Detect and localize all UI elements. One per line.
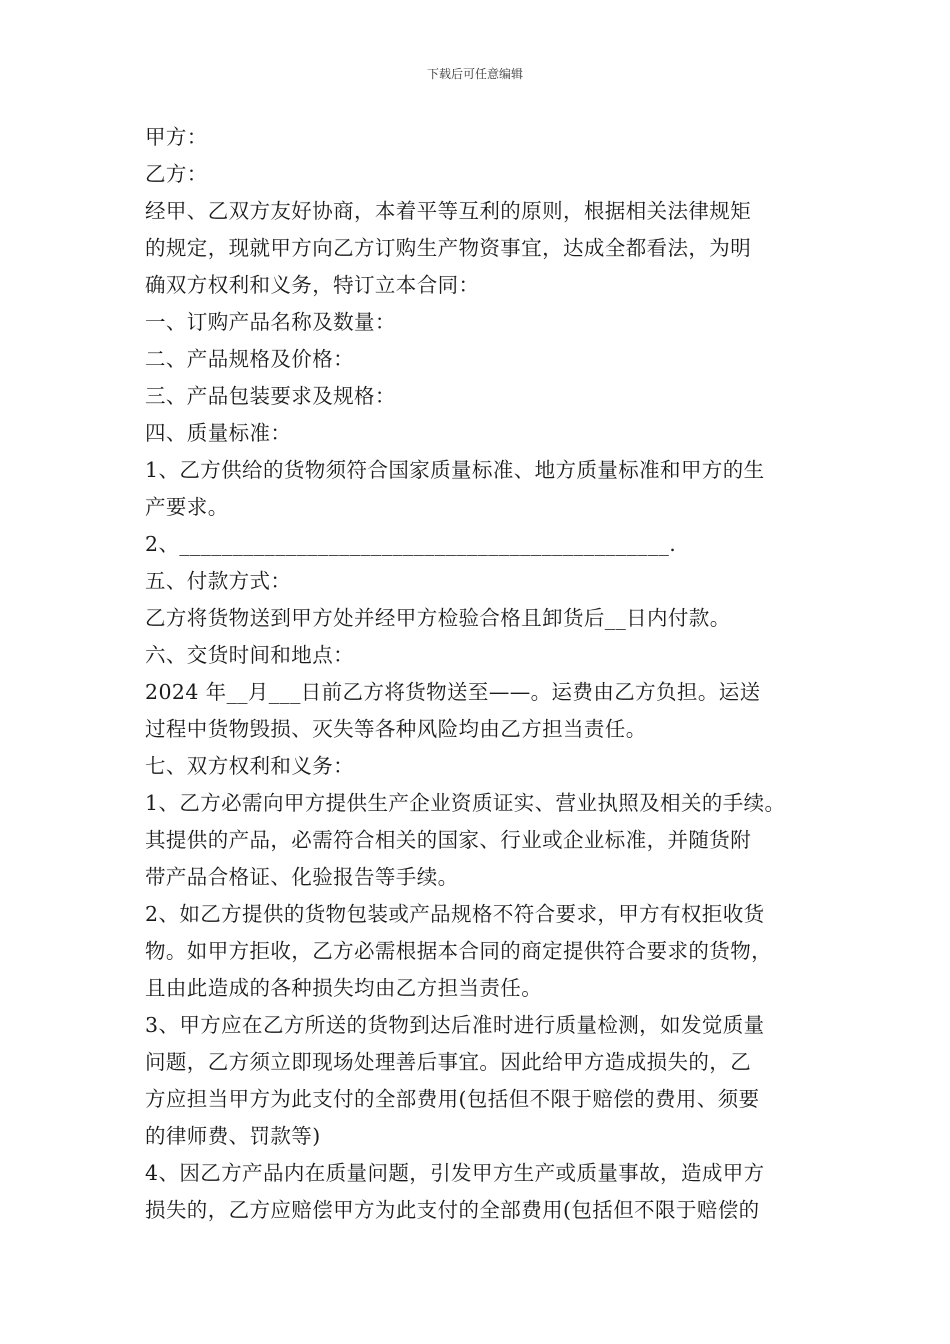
section-heading-3: 三、产品包装要求及规格： — [145, 384, 396, 408]
party-a-line: 甲方： — [145, 125, 208, 149]
paragraph-line: 2024 年__月___日前乙方将货物送至——。运费由乙方负担。运送 — [145, 680, 761, 704]
paragraph-line: 产要求。 — [145, 495, 229, 519]
paragraph-line: 方应担当甲方为此支付的全部费用(包括但不限于赔偿的费用、须要 — [145, 1087, 760, 1111]
paragraph-line: 4、因乙方产品内在质量问题，引发甲方生产或质量事故，造成甲方 — [145, 1161, 765, 1185]
paragraph-line: 损失的，乙方应赔偿甲方为此支付的全部费用(包括但不限于赔偿的 — [145, 1198, 760, 1222]
preamble-line-2: 的规定，现就甲方向乙方订购生产物资事宜，达成全都看法，为明 — [145, 236, 752, 260]
paragraph-line: 物。如甲方拒收，乙方必需根据本合同的商定提供符合要求的货物， — [145, 939, 772, 963]
paragraph-line: 带产品合格证、化验报告等手续。 — [145, 865, 459, 889]
section-heading-7: 七、双方权利和义务： — [145, 754, 354, 778]
paragraph-line: 2、如乙方提供的货物包装或产品规格不符合要求，甲方有权拒收货 — [145, 902, 765, 926]
section-heading-2: 二、产品规格及价格： — [145, 347, 354, 371]
blank-fill-line: 2、______________________________________________. — [145, 532, 677, 556]
paragraph-line: 其提供的产品，必需符合相关的国家、行业或企业标准，并随货附 — [145, 828, 752, 852]
paragraph-line: 问题，乙方须立即现场处理善后事宜。因此给甲方造成损失的，乙 — [145, 1050, 752, 1074]
preamble-line-3: 确双方权利和义务，特订立本合同： — [145, 273, 480, 297]
page-header: 下载后可任意编辑 — [426, 67, 523, 81]
section-heading-1: 一、订购产品名称及数量： — [145, 310, 396, 334]
paragraph-line: 的律师费、罚款等) — [145, 1124, 321, 1148]
paragraph-line: 1、乙方供给的货物须符合国家质量标准、地方质量标准和甲方的生 — [145, 458, 765, 482]
section-heading-5: 五、付款方式： — [145, 569, 292, 593]
paragraph-line: 乙方将货物送到甲方处并经甲方检验合格且卸货后__日内付款。 — [145, 606, 731, 630]
section-heading-6: 六、交货时间和地点： — [145, 643, 354, 667]
preamble-line-1: 经甲、乙双方友好协商，本着平等互利的原则，根据相关法律规矩 — [145, 199, 752, 223]
paragraph-line: 且由此造成的各种损失均由乙方担当责任。 — [145, 976, 543, 1000]
contract-body — [145, 119, 825, 1229]
paragraph-line: 3、甲方应在乙方所送的货物到达后准时进行质量检测，如发觉质量 — [145, 1013, 765, 1037]
paragraph-line: 1、乙方必需向甲方提供生产企业资质证实、营业执照及相关的手续。 — [145, 791, 786, 815]
paragraph-line: 过程中货物毁损、灭失等各种风险均由乙方担当责任。 — [145, 717, 647, 741]
section-heading-4: 四、质量标准： — [145, 421, 292, 445]
party-b-line: 乙方： — [145, 162, 208, 186]
